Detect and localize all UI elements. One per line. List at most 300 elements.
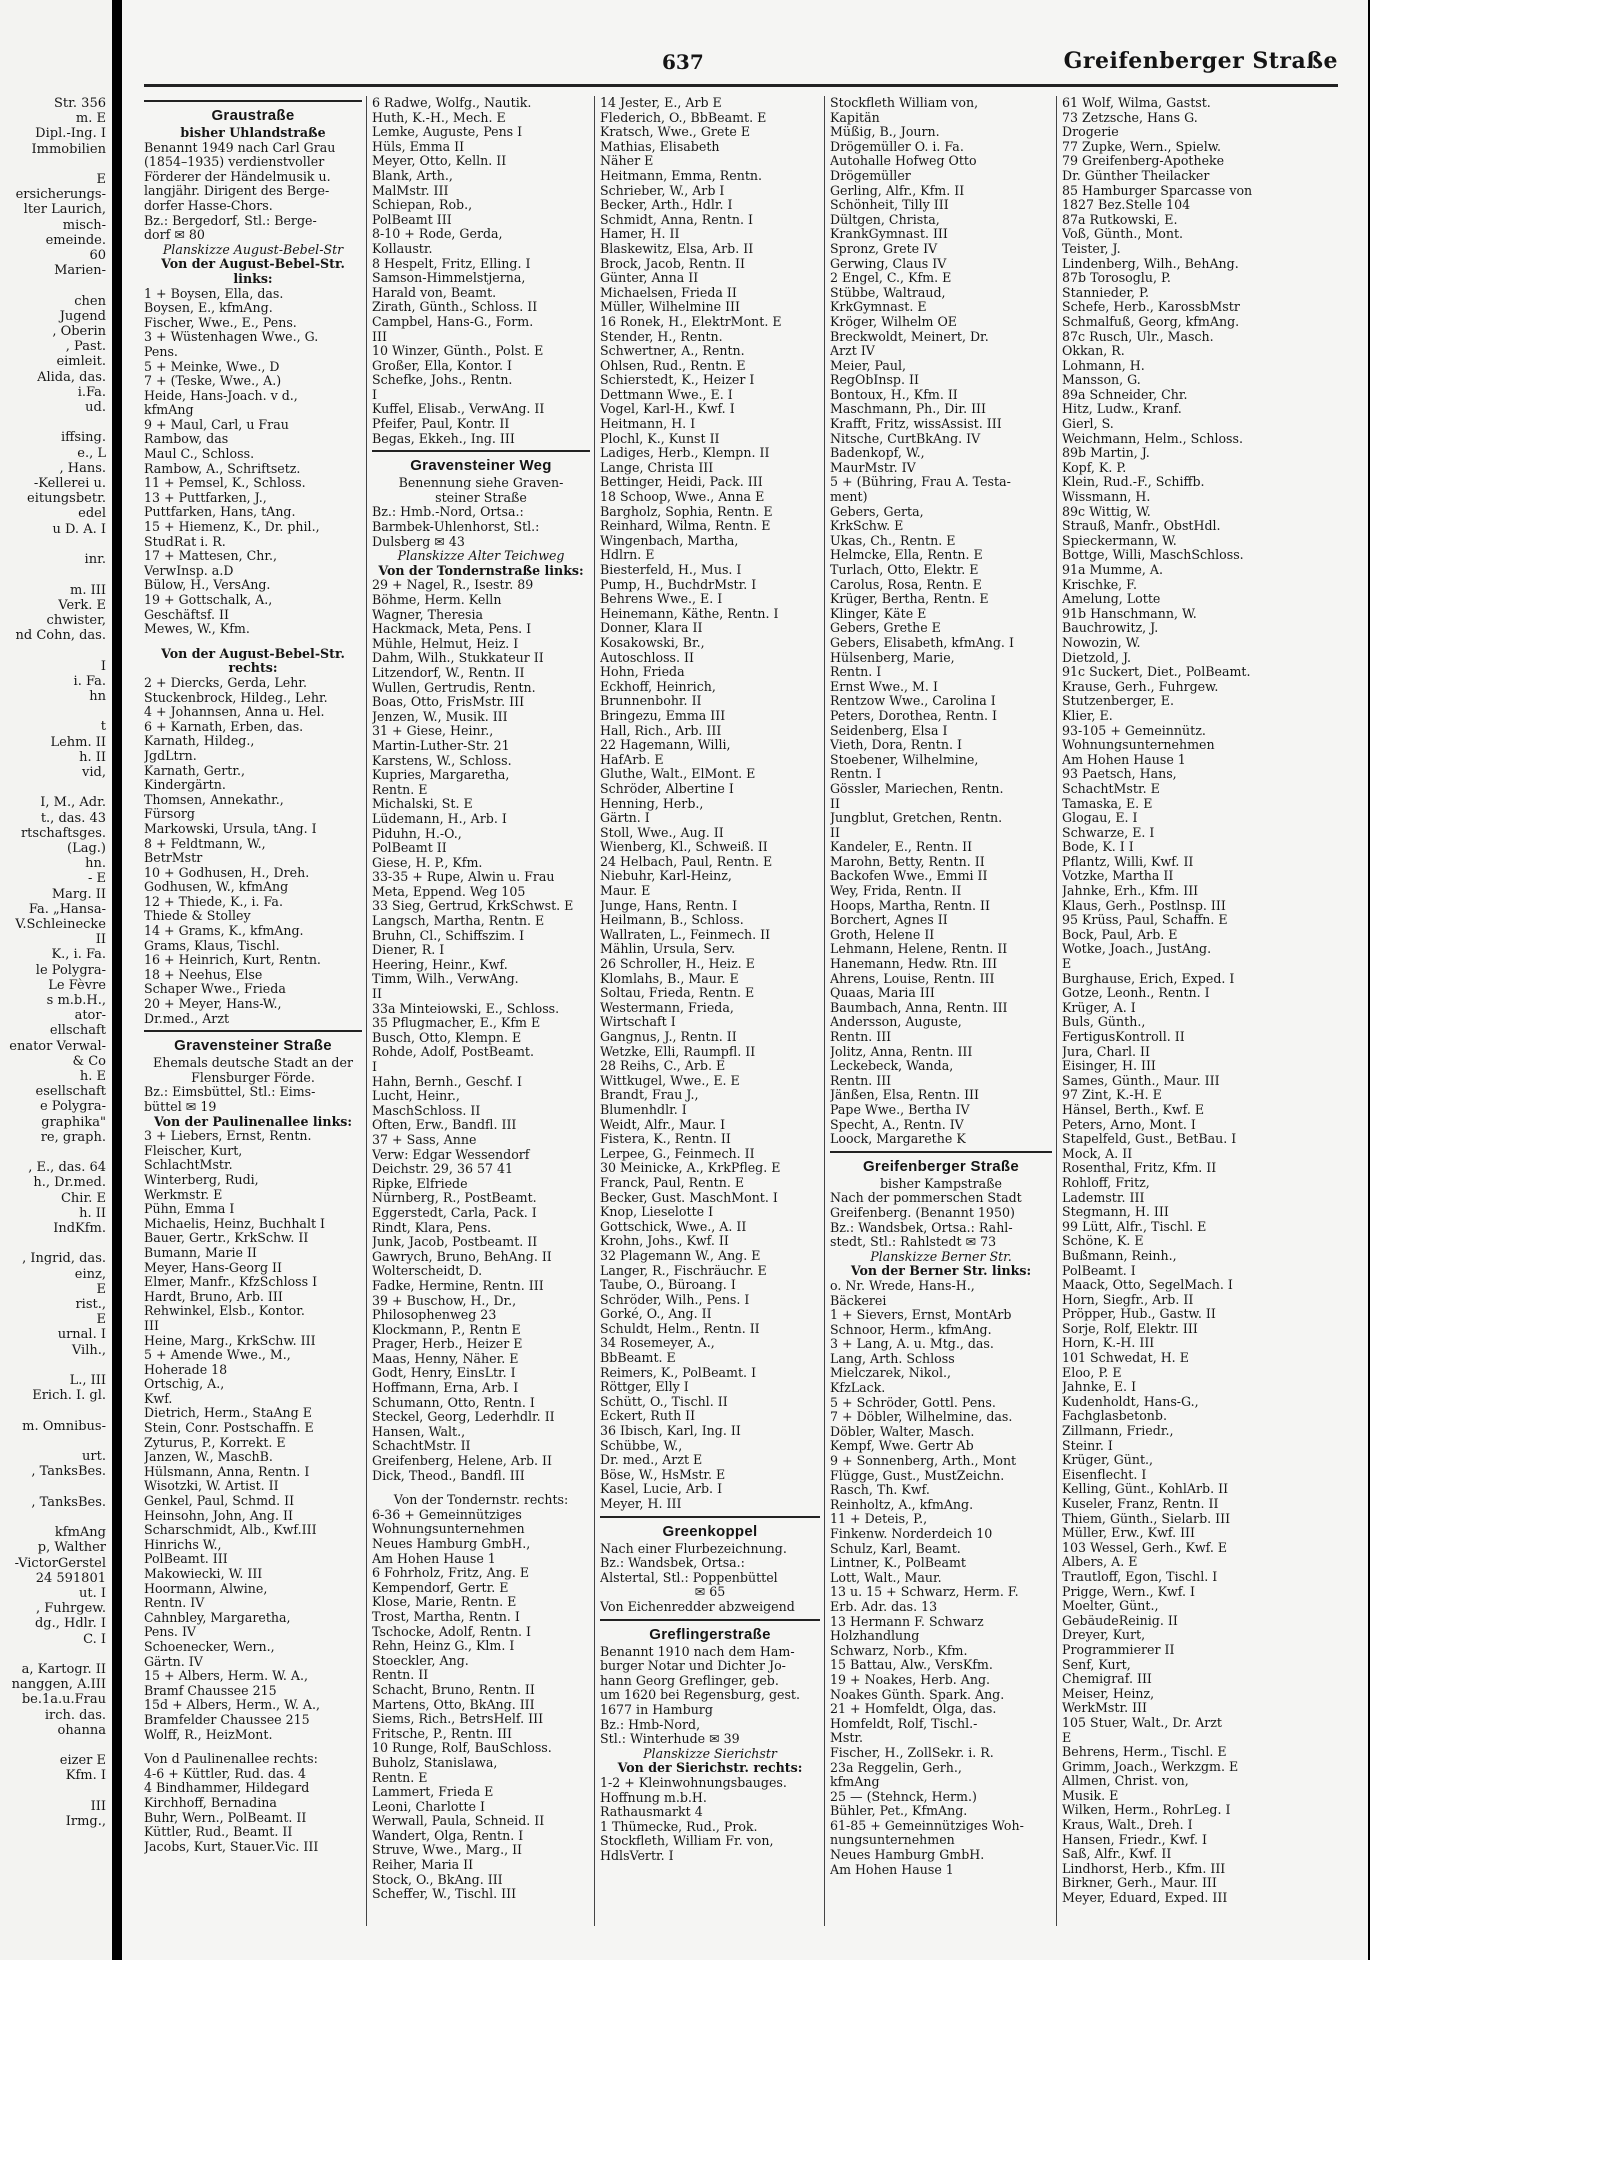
left-fragment-line: a, Kartogr. II	[21, 1661, 106, 1677]
directory-entry: 85 Hamburger Sparcasse von	[1062, 183, 1253, 198]
directory-entry: Chemigraf. III	[1062, 1672, 1152, 1687]
directory-entry: Sorje, Rolf, Elektr. III	[1062, 1321, 1198, 1336]
section-gap	[144, 637, 362, 647]
section-note: Planskizze Sierichstr	[643, 1746, 777, 1761]
directory-entry: 30 Meinicke, A., KrkPfleg. E	[600, 1161, 781, 1176]
directory-entry: Meiser, Heinz,	[1062, 1686, 1155, 1701]
directory-entry: Gierl, S.	[1062, 417, 1114, 432]
directory-entry: Schröder, Wilh., Pens. I	[600, 1292, 750, 1307]
directory-entry: Schefke, Johs., Rentn.	[372, 373, 513, 388]
directory-entry: 6 Radwe, Wolfg., Nautik.	[372, 96, 532, 110]
section-note: Von der Tondernstraße links:	[378, 563, 584, 578]
directory-entry: Nitsche, CurtBkAng. IV	[830, 431, 981, 446]
directory-entry: Schwarz, Norb., Kfm.	[830, 1643, 968, 1658]
directory-entry: Heinemann, Käthe, Rentn. I	[600, 606, 779, 621]
directory-entry: Klose, Marie, Rentn. E	[372, 1595, 517, 1610]
directory-entry: Scharschmidt, Alb., Kwf.III	[144, 1523, 317, 1538]
directory-entry: Dreyer, Kurt,	[1062, 1628, 1146, 1643]
directory-entry: Lammert, Frieda E	[372, 1785, 494, 1800]
left-fragment-line: , Fuhrgew.	[36, 1601, 106, 1617]
left-fragment-line	[9, 1358, 106, 1373]
column-3	[600, 96, 820, 1936]
section-note: Von der Berner Str. links:	[850, 1264, 1032, 1279]
directory-entry: Hackmack, Meta, Pens. I	[372, 622, 532, 637]
directory-entry: Langer, R., Fischräuchr. E	[600, 1263, 767, 1278]
directory-entry: Hamer, H. II	[600, 227, 680, 242]
directory-entry: Pens. IV	[144, 1625, 197, 1640]
street-heading: Gravensteiner Weg	[410, 457, 552, 475]
directory-entry: Karnath, Hildeg.,	[144, 734, 255, 749]
left-fragment-line: s m.b.H.,	[46, 992, 106, 1008]
directory-entry: Eckert, Ruth II	[600, 1409, 696, 1424]
directory-entry: 6 Fohrholz, Fritz, Ang. E	[372, 1566, 530, 1581]
directory-entry: Langsch, Martha, Rentn. E	[372, 914, 545, 929]
directory-entry: 3 + Liebers, Ernst, Rentn.	[144, 1129, 312, 1144]
left-fragment-line	[9, 157, 106, 172]
directory-entry: MaschSchloss. II	[372, 1103, 481, 1118]
directory-entry: Hülsenberg, Marie,	[830, 650, 955, 665]
section-note: steiner Straße	[435, 490, 527, 505]
left-fragment-line	[9, 278, 106, 293]
directory-entry: 105 Stuer, Walt., Dr. Arzt	[1062, 1715, 1222, 1730]
directory-entry: Brandt, Frau J.,	[600, 1088, 699, 1103]
directory-entry: Huth, K.-H., Mech. E	[372, 110, 506, 125]
left-fragment-line	[9, 780, 106, 795]
directory-entry: Döbler, Walter, Masch.	[830, 1424, 975, 1439]
directory-entry: Thiede & Stolley	[144, 909, 251, 924]
left-fragment-line: be.1a.u.Frau	[21, 1692, 106, 1708]
directory-entry: Bz.: Wandsbek, Ortsa.: Rahl-	[830, 1220, 1013, 1235]
directory-entry: Rohloff, Fritz,	[1062, 1175, 1150, 1190]
directory-entry: Brunnenbohr. II	[600, 694, 702, 709]
directory-entry: 13 u. 15 + Schwarz, Herm. F.	[830, 1585, 1019, 1600]
left-fragment-line: Vilh.,	[71, 1342, 106, 1358]
directory-entry: Schübbe, W.,	[600, 1438, 683, 1453]
section-note: Benennung siehe Graven-	[398, 476, 564, 491]
directory-entry: Gärtn. IV	[144, 1654, 203, 1669]
left-fragment-line: p, Walther	[37, 1540, 106, 1556]
directory-entry: Pühn, Emma I	[144, 1202, 235, 1217]
directory-entry: 6 + Karnath, Erben, das.	[144, 719, 304, 734]
directory-entry: III	[372, 329, 387, 344]
directory-entry: Autohalle Hofweg Otto	[830, 154, 977, 169]
directory-entry: Gebers, Elisabeth, kfmAng. I	[830, 635, 1014, 650]
directory-entry: Busch, Otto, Klempn. E	[372, 1030, 522, 1045]
directory-entry: Boysen, E., kfmAng.	[144, 301, 273, 316]
directory-entry: Jenzen, W., Musik. III	[372, 709, 508, 724]
directory-entry: Kasel, Lucie, Arb. I	[600, 1482, 723, 1497]
left-fragment-line: rtschaftsges.	[20, 825, 106, 841]
section-note: Von der Sierichstr. rechts:	[617, 1761, 803, 1776]
directory-entry: 99 Lütt, Alfr., Tischl. E	[1062, 1219, 1207, 1234]
directory-entry: Reinholtz, A., kfmAng.	[830, 1497, 974, 1512]
directory-entry: Lange, Christa III	[600, 460, 714, 475]
directory-entry: Blaskewitz, Elsa, Arb. II	[600, 241, 754, 256]
directory-entry: Heering, Heinr., Kwf.	[372, 957, 508, 972]
directory-entry: 91b Hanschmann, W.	[1062, 606, 1197, 621]
directory-entry: Reimers, K., PolBeamt. I	[600, 1365, 757, 1380]
street-heading: Greifenberger Straße	[862, 1157, 1020, 1175]
left-fragment-line: ud.	[85, 400, 106, 416]
directory-entry: Pröpper, Hub., Gastw. II	[1062, 1307, 1216, 1322]
directory-entry: Mansson, G.	[1062, 373, 1141, 388]
directory-entry: Klockmann, P., Rentn E	[372, 1322, 521, 1337]
left-fragment-line: Fa. „Hansa-	[28, 901, 106, 917]
left-fragment-line: & Co	[72, 1053, 106, 1069]
directory-entry: Junk, Jacob, Postbeamt. II	[372, 1235, 538, 1250]
directory-entry: Sames, Günth., Maur. III	[1062, 1073, 1220, 1088]
left-fragment-line: h. E	[79, 1069, 106, 1084]
left-fragment-line: -Kellerei u.	[33, 476, 106, 492]
directory-entry: Stockfleth, William Fr. von,	[600, 1834, 774, 1849]
directory-entry: Fischer, Wwe., E., Pens.	[144, 315, 297, 330]
directory-entry: Benannt 1949 nach Carl Grau	[144, 140, 336, 155]
directory-entry: Franck, Paul, Rentn. E	[600, 1175, 745, 1190]
directory-entry: 9 + Maul, Carl, u Frau	[144, 417, 289, 432]
directory-entry: Begas, Ekkeh., Ing. III	[372, 431, 515, 446]
directory-entry: Ukas, Ch., Rentn. E	[830, 533, 956, 548]
running-head: Greifenberger Straße	[1063, 48, 1338, 74]
directory-entry: 12 + Thiede, K., i. Fa.	[144, 894, 283, 909]
directory-entry: 10 Winzer, Günth., Polst. E	[372, 344, 544, 359]
directory-entry: Greifenberg. (Benannt 1950)	[830, 1205, 1015, 1220]
directory-entry: Mühle, Helmut, Heiz. I	[372, 636, 519, 651]
directory-entry: Stockfleth William von,	[830, 96, 979, 110]
left-fragment-line: Str. 356	[54, 96, 106, 111]
section-note: Flensburger Förde.	[191, 1070, 315, 1085]
directory-entry: Rambow, das	[144, 432, 229, 447]
section-note: Ehemals deutsche Stadt an der	[153, 1056, 353, 1071]
directory-entry: Finkenw. Norderdeich 10	[830, 1527, 993, 1541]
directory-entry: Lemke, Auguste, Pens I	[372, 125, 523, 140]
directory-entry: 11 + Pemsel, K., Schloss.	[144, 476, 306, 491]
directory-entry: Diener, R. I	[372, 943, 445, 958]
directory-entry: Philosophenweg 23	[372, 1308, 497, 1323]
directory-entry: 15 + Albers, Herm. W. A.,	[144, 1669, 308, 1684]
directory-entry: Müller, Wilhelmine III	[600, 300, 740, 315]
directory-entry: Pflantz, Willi, Kwf. II	[1062, 854, 1194, 869]
directory-entry: Groth, Helene II	[830, 927, 935, 942]
section-note: links:	[233, 271, 273, 286]
directory-entry: Klier, E.	[1062, 708, 1113, 723]
section-note: Von der August-Bebel-Str.	[161, 646, 345, 661]
directory-entry: Heide, Hans-Joach. v d.,	[144, 388, 298, 403]
left-fragment-line: , TanksBes.	[31, 1464, 106, 1480]
directory-entry: 15d + Albers, Herm., W. A.,	[144, 1698, 321, 1713]
left-fragment-line: I, M., Adr.	[40, 795, 106, 811]
directory-entry: 22 Hagemann, Willi,	[600, 738, 731, 753]
directory-entry: Dr. Günther Theilacker	[1062, 168, 1210, 183]
directory-entry: langjähr. Dirigent des Berge-	[144, 184, 330, 199]
left-fragment-line: esellschaft	[35, 1084, 106, 1100]
directory-entry: Wandert, Olga, Rentn. I	[372, 1828, 524, 1843]
directory-entry: Jungblut, Gretchen, Rentn.	[830, 811, 1003, 826]
left-fragment-line: i. Fa.	[73, 673, 106, 689]
section-rule	[372, 450, 590, 452]
directory-entry: Schacht, Bruno, Rentn. II	[372, 1682, 535, 1697]
directory-entry: Lehmann, Helene, Rentn. II	[830, 942, 1008, 957]
directory-entry: 1 Thümecke, Rud., Prok.	[600, 1819, 758, 1834]
directory-entry: Glogau, E. I	[1062, 811, 1138, 826]
directory-entry: Jänßen, Elsa, Rentn. III	[830, 1088, 979, 1103]
directory-entry: 7 + Döbler, Wilhelmine, das.	[830, 1410, 1013, 1425]
directory-entry: Böse, W., HsMstr. E	[600, 1467, 726, 1482]
directory-entry: Prigge, Wern., Kwf. I	[1062, 1584, 1195, 1599]
directory-entry: Reinhard, Wilma, Rentn. E	[600, 519, 771, 534]
left-fragment-line: ersicherungs-	[15, 187, 106, 203]
section-rule	[144, 1030, 362, 1032]
column-divider	[366, 96, 367, 1926]
directory-entry: Lerpee, G., Feinmech. II	[600, 1146, 755, 1161]
directory-entry: Lüdemann, H., Arb. I	[372, 811, 507, 826]
left-fragment-line: misch-	[62, 217, 106, 233]
directory-entry: Brock, Jacob, Rentn. II	[600, 256, 745, 271]
directory-entry: Bühler, Pet., KfmAng.	[830, 1804, 968, 1819]
left-fragment-line: h. II	[79, 749, 106, 765]
directory-entry: Steinr. I	[1062, 1438, 1113, 1453]
directory-entry: Kempendorf, Gertr. E	[372, 1580, 509, 1595]
directory-entry: Junge, Hans, Rentn. I	[600, 898, 738, 913]
directory-entry: Siems, Rich., BetrsHelf. III	[372, 1712, 544, 1727]
directory-entry: Stutzenberger, E.	[1062, 694, 1174, 709]
directory-entry: 26 Schroller, H., Heiz. E	[600, 957, 755, 972]
directory-entry: Carolus, Rosa, Rentn. E	[830, 577, 982, 592]
directory-entry: Jacobs, Kurt, Stauer.Vic. III	[144, 1839, 319, 1854]
directory-entry: Stannieder, P.	[1062, 285, 1149, 300]
directory-entry: Flederich, O., BbBeamt. E	[600, 110, 767, 125]
directory-entry: Gerwing, Claus IV	[830, 256, 947, 271]
directory-entry: Hardt, Bruno, Arb. III	[144, 1289, 283, 1304]
directory-entry: Tschocke, Adolf, Rentn. I	[372, 1624, 532, 1639]
directory-entry: Timm, Wilh., VerwAng.	[372, 972, 519, 987]
directory-entry: Boas, Otto, FrisMstr. III	[372, 695, 525, 710]
directory-entry: Strauß, Manfr., ObstHdl.	[1062, 519, 1221, 534]
directory-entry: Kirchhoff, Bernadina	[144, 1795, 277, 1810]
directory-entry: Buholz, Stanislawa,	[372, 1755, 498, 1770]
directory-entry: 3 + Wüstenhagen Wwe., G.	[144, 330, 319, 345]
directory-entry: Kollaustr.	[372, 241, 433, 256]
directory-entry: Hdlrn. E	[600, 548, 655, 563]
directory-entry: 61 Wolf, Wilma, Gastst.	[1062, 96, 1211, 110]
directory-entry: Godhusen, W., kfmAng	[144, 880, 289, 895]
directory-entry: Backofen Wwe., Emmi II	[830, 869, 988, 884]
directory-entry: 8 Hespelt, Fritz, Elling. I	[372, 256, 531, 271]
directory-entry: Rentn. IV	[144, 1596, 205, 1611]
directory-entry: 34 Rosemeyer, A.,	[600, 1336, 715, 1351]
directory-entry: 23a Reggelin, Gerh.,	[830, 1760, 962, 1775]
directory-entry: Barmbek-Uhlenhorst, Stl.:	[372, 520, 540, 535]
directory-entry: 1677 in Hamburg	[600, 1702, 713, 1717]
directory-entry: Rentn. E	[372, 782, 428, 797]
directory-entry: 77 Zupke, Wern., Spielw.	[1062, 139, 1222, 154]
section-rule	[600, 1619, 820, 1621]
directory-entry: Gottschick, Wwe., A. II	[600, 1219, 747, 1234]
directory-entry: Scheffer, W., Tischl. III	[372, 1887, 517, 1902]
directory-entry: Michaelsen, Frieda II	[600, 285, 737, 300]
section-note: Planskizze Alter Teichweg	[397, 549, 565, 564]
directory-entry: Rohde, Adolf, PostBeamt.	[372, 1045, 534, 1060]
directory-entry: Meyer, Eduard, Exped. III	[1062, 1891, 1228, 1906]
directory-entry: 14 + Grams, K., kfmAng.	[144, 924, 304, 939]
directory-entry: Jura, Charl. II	[1062, 1044, 1150, 1059]
directory-entry: Rasch, Th. Kwf.	[830, 1483, 930, 1498]
directory-entry: Krause, Gerh., Fuhrgew.	[1062, 679, 1219, 694]
directory-entry: Lohmann, H.	[1062, 358, 1145, 373]
left-fragment-line: edel	[78, 506, 106, 522]
directory-entry: 87c Rusch, Ulr., Masch.	[1062, 329, 1214, 344]
directory-entry: Blumenhdlr. I	[600, 1102, 687, 1117]
directory-entry: Becker, Arth., Hdlr. I	[600, 198, 733, 213]
directory-entry: Breckwoldt, Meinert, Dr.	[830, 329, 989, 344]
left-page-text	[9, 96, 106, 1829]
left-fragment-line: vid,	[82, 764, 106, 780]
directory-entry: Rentn. E	[372, 1770, 428, 1785]
directory-entry: 16 Ronek, H., ElektrMont. E	[600, 314, 782, 329]
directory-entry: Von d Paulinenallee rechts:	[144, 1752, 318, 1767]
left-fragment-line: Le Fèvre	[48, 977, 106, 993]
left-fragment-line	[9, 704, 106, 719]
directory-entry: Wisotzki, W. Artist. II	[144, 1479, 279, 1494]
directory-entry: Förderer der Händelmusik u.	[144, 169, 331, 184]
directory-entry: Mathias, Elisabeth	[600, 139, 720, 154]
directory-entry: Martin-Luther-Str. 21	[372, 738, 510, 753]
left-fragment-line: m. E	[75, 111, 106, 127]
directory-entry: Allmen, Christ. von,	[1062, 1774, 1189, 1789]
directory-page	[122, 0, 1368, 1960]
directory-entry: Krafft, Fritz, wissAssist. III	[830, 417, 1002, 432]
directory-entry: Wittkugel, Wwe., E. E	[600, 1073, 740, 1088]
directory-entry: Programmierer II	[1062, 1642, 1175, 1657]
street-heading: Graustraße	[211, 107, 295, 124]
section-note: Von der Tondernstr. rechts:	[393, 1493, 569, 1508]
directory-entry: Gotze, Leonh., Rentn. I	[1062, 986, 1210, 1001]
directory-entry: Biesterfeld, H., Mus. I	[600, 563, 742, 577]
directory-entry: Schefe, Herb., KarossbMstr	[1062, 300, 1240, 315]
directory-entry: 24 Helbach, Paul, Rentn. E	[600, 854, 773, 869]
directory-entry: JgdLtrn.	[144, 748, 197, 763]
directory-entry: 20 + Meyer, Hans-W.,	[144, 997, 282, 1012]
directory-entry: Bock, Paul, Arb. E	[1062, 927, 1178, 942]
directory-entry: Makowiecki, W. III	[144, 1567, 263, 1581]
directory-entry: 10 Runge, Rolf, BauSchloss.	[372, 1741, 552, 1756]
left-fragment-line: u D. A. I	[52, 521, 106, 537]
directory-entry: Klomlahs, B., Maur. E	[600, 971, 739, 986]
directory-entry: Rentn. I	[830, 665, 882, 680]
directory-entry: 8-10 + Rode, Gerda,	[372, 227, 503, 242]
left-fragment-line: (Lag.)	[67, 840, 106, 856]
section-rule	[600, 1516, 820, 1518]
left-fragment-line: t	[100, 719, 106, 735]
directory-entry: 4 + Johannsen, Anna u. Hel.	[144, 705, 325, 720]
directory-entry: Rentn. III	[830, 1073, 892, 1088]
directory-entry: Peters, Arno, Mont. I	[1062, 1117, 1196, 1132]
left-fragment-line: E	[96, 1281, 106, 1297]
directory-entry: Zirath, Günth., Schloss. II	[372, 300, 538, 315]
directory-entry: KrkSchw. E	[830, 519, 904, 534]
section-rule	[144, 100, 362, 102]
directory-entry: Drögemüller	[830, 168, 911, 183]
directory-entry: Harald von, Beamt.	[372, 285, 497, 300]
directory-entry: 19 + Noakes, Herb. Ang.	[830, 1672, 991, 1687]
directory-entry: Janzen, W., MaschB.	[144, 1450, 273, 1465]
directory-entry: Lademstr. III	[1062, 1190, 1145, 1205]
directory-entry: Fleischer, Kurt,	[144, 1143, 243, 1158]
directory-entry: Schaper Wwe., Frieda	[144, 982, 286, 997]
directory-entry: 87a Rutkowski, E.	[1062, 212, 1178, 227]
directory-entry: Fischer, H., ZollSekr. i. R.	[830, 1745, 994, 1760]
directory-entry: Hall, Rich., Arb. III	[600, 723, 722, 738]
left-fragment-line: I	[100, 658, 106, 674]
left-fragment-line: V.Schleinecke	[15, 916, 106, 932]
directory-entry: BetrMstr	[144, 851, 203, 866]
directory-entry: Bramf Chaussee 215	[144, 1683, 277, 1698]
directory-entry: Deichstr. 29, 36 57 41	[372, 1162, 514, 1177]
page-number: 637	[662, 50, 704, 74]
directory-entry: Rehn, Heinz G., Klm. I	[372, 1639, 515, 1654]
directory-entry: Okkan, R.	[1062, 344, 1125, 359]
directory-entry: SchlachtMstr.	[144, 1158, 233, 1173]
directory-entry: 8 + Feldtmann, W.,	[144, 836, 266, 851]
left-fragment-line: Erich. I. gl.	[32, 1388, 106, 1404]
directory-entry: Dettmann Wwe., E. I	[600, 387, 733, 402]
directory-entry: 9 + Sonnenberg, Arth., Mont	[830, 1454, 1017, 1469]
column-4	[830, 96, 1052, 1936]
directory-entry: 5 + Meinke, Wwe., D	[144, 359, 280, 374]
directory-entry: Dick, Theod., Bandfl. III	[372, 1468, 525, 1483]
directory-entry: 5 + Schröder, Gottl. Pens.	[830, 1395, 996, 1410]
directory-entry: Teister, J.	[1062, 241, 1121, 256]
left-fragment-line: , Ingrid, das.	[22, 1251, 106, 1267]
directory-entry: Werwall, Paula, Schneid. II	[372, 1814, 545, 1829]
directory-entry: Gärtn. I	[600, 811, 650, 826]
directory-entry: Günter, Anna II	[600, 271, 699, 286]
directory-entry: Schütt, O., Tischl. II	[600, 1394, 728, 1409]
directory-entry: Mock, A. II	[1062, 1146, 1133, 1161]
directory-entry: Schwarze, E. I	[1062, 825, 1155, 840]
left-page-edge	[0, 0, 112, 1960]
directory-entry: E	[1062, 957, 1072, 972]
directory-entry: Plochl, K., Kunst II	[600, 431, 720, 446]
directory-entry: Nach einer Flurbezeichnung.	[600, 1541, 787, 1556]
directory-entry: MaurMstr. IV	[830, 460, 916, 475]
directory-entry: Autoschloss. II	[600, 650, 694, 665]
directory-entry: Lintner, K., PolBeamt	[830, 1556, 966, 1571]
left-fragment-line: m. III	[70, 582, 106, 598]
directory-entry: Schiepan, Rob.,	[372, 198, 473, 213]
directory-entry: Bottge, Willi, MaschSchloss.	[1062, 548, 1244, 563]
directory-entry: Rosenthal, Fritz, Kfm. II	[1062, 1161, 1217, 1176]
directory-entry: Wingenbach, Martha,	[600, 533, 739, 548]
left-fragment-line: enator Verwal-	[9, 1038, 106, 1054]
directory-entry: Maack, Otto, SegelMach. I	[1062, 1278, 1233, 1293]
left-fragment-line	[9, 567, 106, 582]
directory-entry: Wienberg, Kl., Schweiß. II	[600, 840, 768, 855]
directory-entry: Ripke, Elfriede	[372, 1176, 468, 1191]
directory-entry: Rehwinkel, Elsb., Kontor.	[144, 1304, 305, 1319]
directory-entry: Niebuhr, Karl-Heinz,	[600, 869, 732, 884]
left-fragment-line: , Oberin	[52, 324, 106, 340]
directory-entry: Tamaska, E. E	[1062, 796, 1153, 811]
directory-entry: kfmAng	[830, 1775, 880, 1790]
directory-entry: 5 + Amende Wwe., M.,	[144, 1348, 291, 1363]
directory-entry: Hülsmann, Anna, Rentn. I	[144, 1464, 310, 1479]
directory-entry: Samson-Himmelstjerna,	[372, 271, 526, 286]
directory-entry: 17 + Mattesen, Chr.,	[144, 549, 277, 564]
directory-entry: Martens, Otto, BkAng. III	[372, 1697, 535, 1712]
directory-entry: Bauchrowitz, J.	[1062, 621, 1159, 636]
page-header	[122, 48, 1368, 82]
directory-entry: Mählin, Ursula, Serv.	[600, 942, 736, 957]
